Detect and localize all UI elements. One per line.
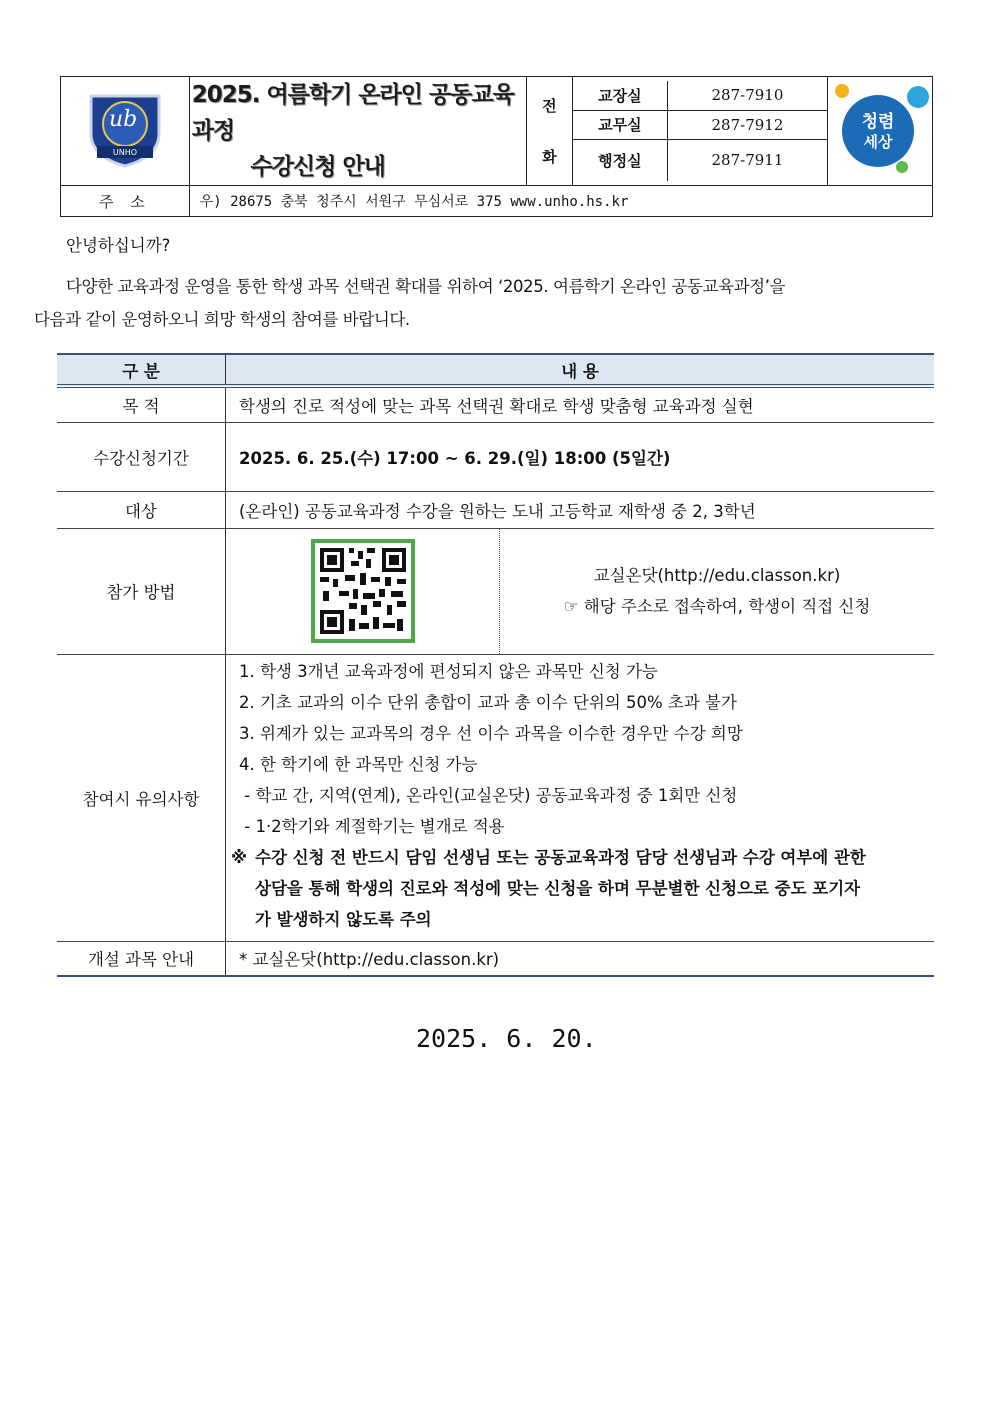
header-category: 구 분: [57, 354, 226, 386]
title-cell: [189, 77, 526, 186]
phone-cell: [572, 77, 827, 186]
warning-mark: ※: [231, 847, 248, 867]
phone-number-principal: 287-7910: [667, 81, 827, 110]
purpose-label: 목 적: [57, 386, 226, 422]
school-logo-icon: [83, 90, 167, 168]
qr-code-icon[interactable]: [311, 539, 415, 643]
courses-text: * 교실온닷(http://edu.classon.kr): [239, 950, 500, 970]
notes-content: [226, 654, 935, 941]
note-item: 4. 한 학기에 한 과목만 신청 가능: [239, 754, 478, 774]
header-content: 내 용: [561, 361, 599, 381]
integrity-campaign-logo-icon: [828, 81, 932, 177]
table-row-courses: [57, 941, 934, 976]
courses-label: 개설 과목 안내: [57, 941, 226, 976]
table-row-target: [57, 491, 934, 528]
qr-cell: [226, 529, 500, 654]
svg-text:청렴: 청렴: [861, 112, 895, 132]
doc-title-line1: 2025. 여름학기 온라인 공동교육과정: [191, 82, 514, 144]
address-text: 우) 28675 충북 청주시 서원구 무심서로 375 www.unho.hs.kr: [189, 186, 932, 217]
phone-dept-academic: 교무실: [573, 110, 668, 139]
period-text: 2025. 6. 25.(수) 17:00 ~ 6. 29.(일) 18:00 (5일간): [239, 448, 671, 468]
phone-table: [573, 81, 827, 181]
doc-title-line2: 수강신청 안내: [250, 154, 385, 180]
document-date: 2025. 6. 20.: [416, 1024, 597, 1053]
table-header-row: [57, 354, 934, 386]
svg-text:ub: ub: [108, 107, 138, 132]
phone-number-admin: 287-7911: [711, 151, 784, 170]
table-row-period: [57, 422, 934, 491]
note-subitem: - 학교 간, 지역(연계), 온라인(교실온닷) 공동교육과정 중 1회만 신청: [239, 785, 738, 805]
svg-text:세상: 세상: [863, 133, 893, 151]
svg-text:UNHO: UNHO: [112, 148, 137, 157]
letterhead: [60, 76, 933, 217]
phone-number-academic: 287-7912: [667, 110, 827, 139]
warning-note: [231, 842, 934, 935]
table-row-notes: [57, 654, 934, 941]
school-logo-cell: [61, 77, 190, 186]
table-row-method: [57, 528, 934, 654]
target-label: 대상: [57, 491, 226, 528]
phone-label-top: 전: [542, 97, 557, 115]
method-label: 참가 방법: [57, 528, 226, 654]
target-text: (온라인) 공동교육과정 수강을 원하는 도내 고등학교 재학생 중 2, 3학년: [239, 501, 756, 521]
method-text-cell: [500, 529, 934, 654]
phone-dept-admin: 행정실: [573, 139, 668, 181]
address-label: 주 소: [61, 186, 190, 217]
notes-label: 참여시 유의사항: [57, 654, 226, 941]
table-row-purpose: [57, 386, 934, 422]
note-item: 2. 기초 교과의 이수 단위 총합이 교과 총 이수 단위의 50% 초과 불가: [239, 692, 737, 712]
purpose-text: 학생의 진로 적성에 맞는 과목 선택권 확대로 학생 맞춤형 교육과정 실현: [239, 396, 754, 416]
intro-line1: 다양한 교육과정 운영을 통한 학생 과목 선택권 확대를 위하여 ‘2025. 여름학기 온라인 공동교육과정’을: [66, 277, 786, 296]
intro-paragraph: [34, 270, 943, 336]
warning-line: 상담을 통해 학생의 진로와 적성에 맞는 신청을 하며 무분별한 신청으로 중도 포기자: [255, 878, 861, 898]
period-label: 수강신청기간: [57, 422, 226, 491]
note-item: 1. 학생 3개년 교육과정에 편성되지 않은 과목만 신청 가능: [239, 661, 658, 681]
phone-label-cell: [526, 77, 572, 186]
method-site-link[interactable]: 교실온닷(http://edu.classon.kr): [593, 566, 841, 585]
method-content: [226, 528, 935, 654]
warning-line: 가 발생하지 않도록 주의: [255, 909, 432, 929]
intro-line2: 다음과 같이 운영하오니 희망 학생의 참여를 바랍니다.: [34, 310, 410, 329]
warning-line: 수강 신청 전 반드시 담임 선생님 또는 공동교육과정 담당 선생님과 수강 여부에 관한: [255, 847, 866, 867]
campaign-logo-cell: [828, 77, 933, 186]
method-description: ☞ 해당 주소로 접속하여, 학생이 직접 신청: [563, 597, 871, 616]
phone-label-bottom: 화: [542, 148, 557, 166]
greeting: 안녕하십니까?: [66, 236, 171, 255]
note-item: 3. 위계가 있는 교과목의 경우 선 이수 과목을 이수한 경우만 수강 희망: [239, 723, 743, 743]
phone-dept-principal: 교장실: [573, 81, 668, 110]
info-table: [57, 353, 934, 977]
note-subitem: - 1·2학기와 계절학기는 별개로 적용: [239, 816, 505, 836]
